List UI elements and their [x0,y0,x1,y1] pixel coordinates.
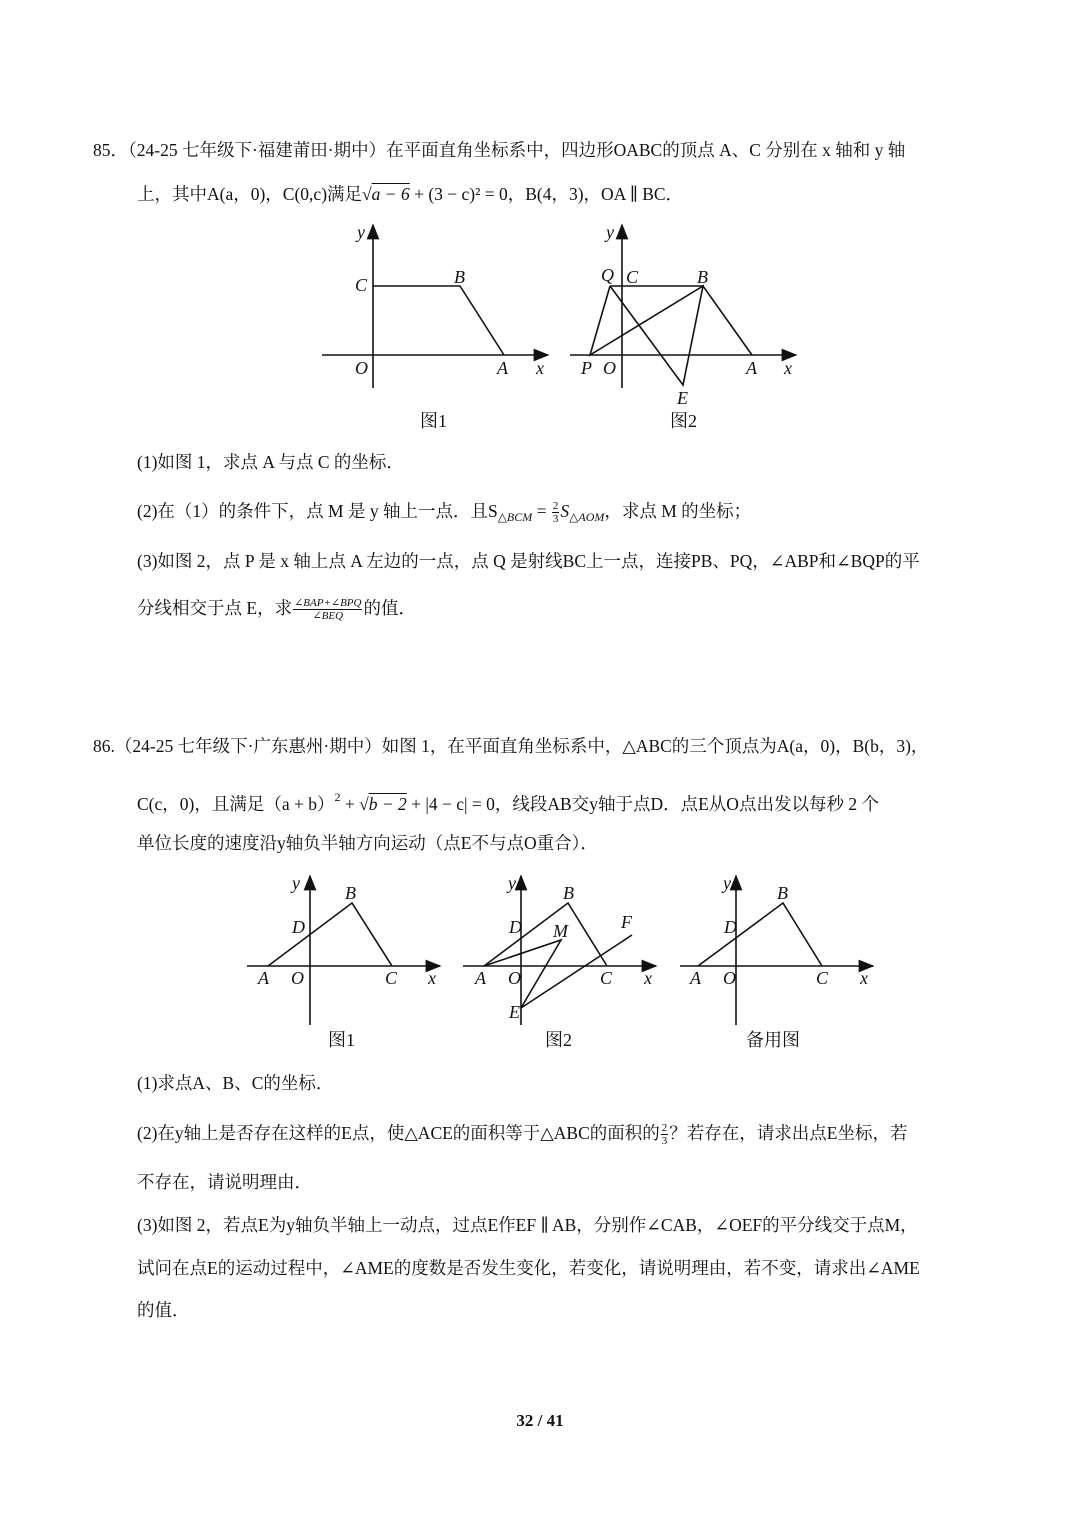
problem-86-line-3: 单位长度的速度沿y轴负半轴方向运动（点E不与点O重合）． [137,833,598,853]
label-a: A [746,358,757,378]
numerator: ∠BAP+∠BPQ [294,597,362,610]
problem-86-q3-line-2: 试问在点E的运动过程中，∠AME的度数是否发生变化，若变化，请说明理由，若不变，请求出∠AME [137,1258,920,1278]
problem-86-line-2 [137,786,879,815]
text: 上，其中A(a，0)，C(0,c)满足√ [137,184,372,204]
label-p: P [581,358,592,378]
figure-caption: 图1 [420,411,447,431]
label-c: C [385,968,398,988]
label-b: B [697,267,708,287]
label-b: B [777,883,788,903]
radicand: b − 2 [368,794,407,814]
text: S [560,501,570,521]
fraction [661,1122,669,1147]
problem-85-q1: (1)如图 1，求点 A 与点 C 的坐标． [137,452,404,472]
label-y: y [723,873,731,893]
label-a: A [497,358,508,378]
radicand: a − 6 [371,184,410,204]
figure-caption: 备用图 [746,1030,800,1050]
label-x: x [784,358,792,378]
label-a: A [258,968,269,988]
text: ，求点 M 的坐标； [604,501,752,521]
problem-86-q2-line-2: 不存在，请说明理由． [137,1172,312,1192]
label-o: O [508,968,521,988]
label-e: E [509,1002,520,1022]
text: ？若存在，请求出点E坐标，若 [669,1123,908,1143]
label-e: E [677,388,688,408]
label-x: x [428,968,436,988]
label-y: y [508,873,516,893]
text: + √ [340,794,369,814]
subscript: △BCM [497,510,533,524]
figure-caption: 图2 [545,1030,572,1050]
label-b: B [345,883,356,903]
text: + (3 − c)² = 0，B(4，3)，OA ∥ BC． [409,184,684,204]
label-a: A [475,968,486,988]
text: (2)在（1）的条件下，点 M 是 y 轴上一点．且S [137,501,498,521]
label-y: y [292,873,300,893]
superscript: 2 [334,790,341,804]
label-c: C [816,968,829,988]
label-y: y [606,222,614,242]
numerator: 2 [552,500,559,513]
label-m: M [553,921,568,941]
triangle-abc [268,903,392,966]
label-o: O [723,968,736,988]
label-d: D [509,917,522,937]
denominator: 3 [661,1135,668,1148]
triangle-abc [484,903,607,966]
triangle-abc [698,903,822,966]
quadrilateral-oabc [373,286,504,355]
text: 分线相交于点 E，求 [137,598,293,618]
fraction [293,597,362,622]
label-a: A [690,968,701,988]
text: = [532,501,551,521]
problem-85-q2 [137,500,751,528]
figure-caption: 图2 [670,411,697,431]
text: + |4 − c| = 0，线段AB交y轴于点D．点E从O点出发以每秒 2 个 [406,794,879,814]
label-c: C [626,267,639,287]
label-b: B [454,267,465,287]
text: C(c，0)，且满足（a + b） [137,794,335,814]
label-q: Q [601,265,614,285]
numerator: 2 [661,1122,668,1135]
denominator: 3 [552,513,559,526]
denominator: ∠BEQ [312,610,344,623]
subscript: △AOM [569,510,605,524]
label-o: O [603,358,616,378]
label-d: D [292,917,305,937]
problem-86-q3-line-1: (3)如图 2，若点E为y轴负半轴上一动点，过点E作EF ∥ AB，分别作∠CAB，∠OEF的平分线交于点M， [137,1215,918,1235]
problem-85-line-1: 85．（24-25 七年级下·福建莆田·期中）在平面直角坐标系中，四边形OABC的顶点 A、C 分别在 x 轴和 y 轴 [93,140,906,160]
label-x: x [536,358,544,378]
problem-86-q3-line-3: 的值． [137,1300,190,1320]
label-c: C [600,968,613,988]
problem-86-q1: (1)求点A、B、C的坐标． [137,1073,334,1093]
label-d: D [724,917,737,937]
label-o: O [355,358,368,378]
problem-85-q3-line-2 [137,597,416,622]
text: 的值． [363,598,416,618]
label-b: B [563,883,574,903]
label-o: O [291,968,304,988]
text: (2)在y轴上是否存在这样的E点，使△ACE的面积等于△ABC的面积的 [137,1123,660,1143]
problem-86-line-1: 86.（24-25 七年级下·广东惠州·期中）如图 1，在平面直角坐标系中，△ABC的三个顶点为A(a，0)，B(b，3)， [93,736,929,756]
label-c: C [355,275,368,295]
label-x: x [860,968,868,988]
segment-qb-ba [610,286,752,355]
page-number: 32 / 41 [516,1411,564,1430]
figure-caption: 图1 [328,1030,355,1050]
problem-85-q3-line-1: (3)如图 2，点 P 是 x 轴上点 A 左边的一点，点 Q 是射线BC上一点，连接PB、PQ，∠ABP和∠BQP的平 [137,551,920,571]
fraction [552,500,560,525]
problem-86-q2-line-1 [137,1122,907,1147]
label-y: y [357,222,365,242]
label-x: x [644,968,652,988]
label-f: F [621,912,632,932]
